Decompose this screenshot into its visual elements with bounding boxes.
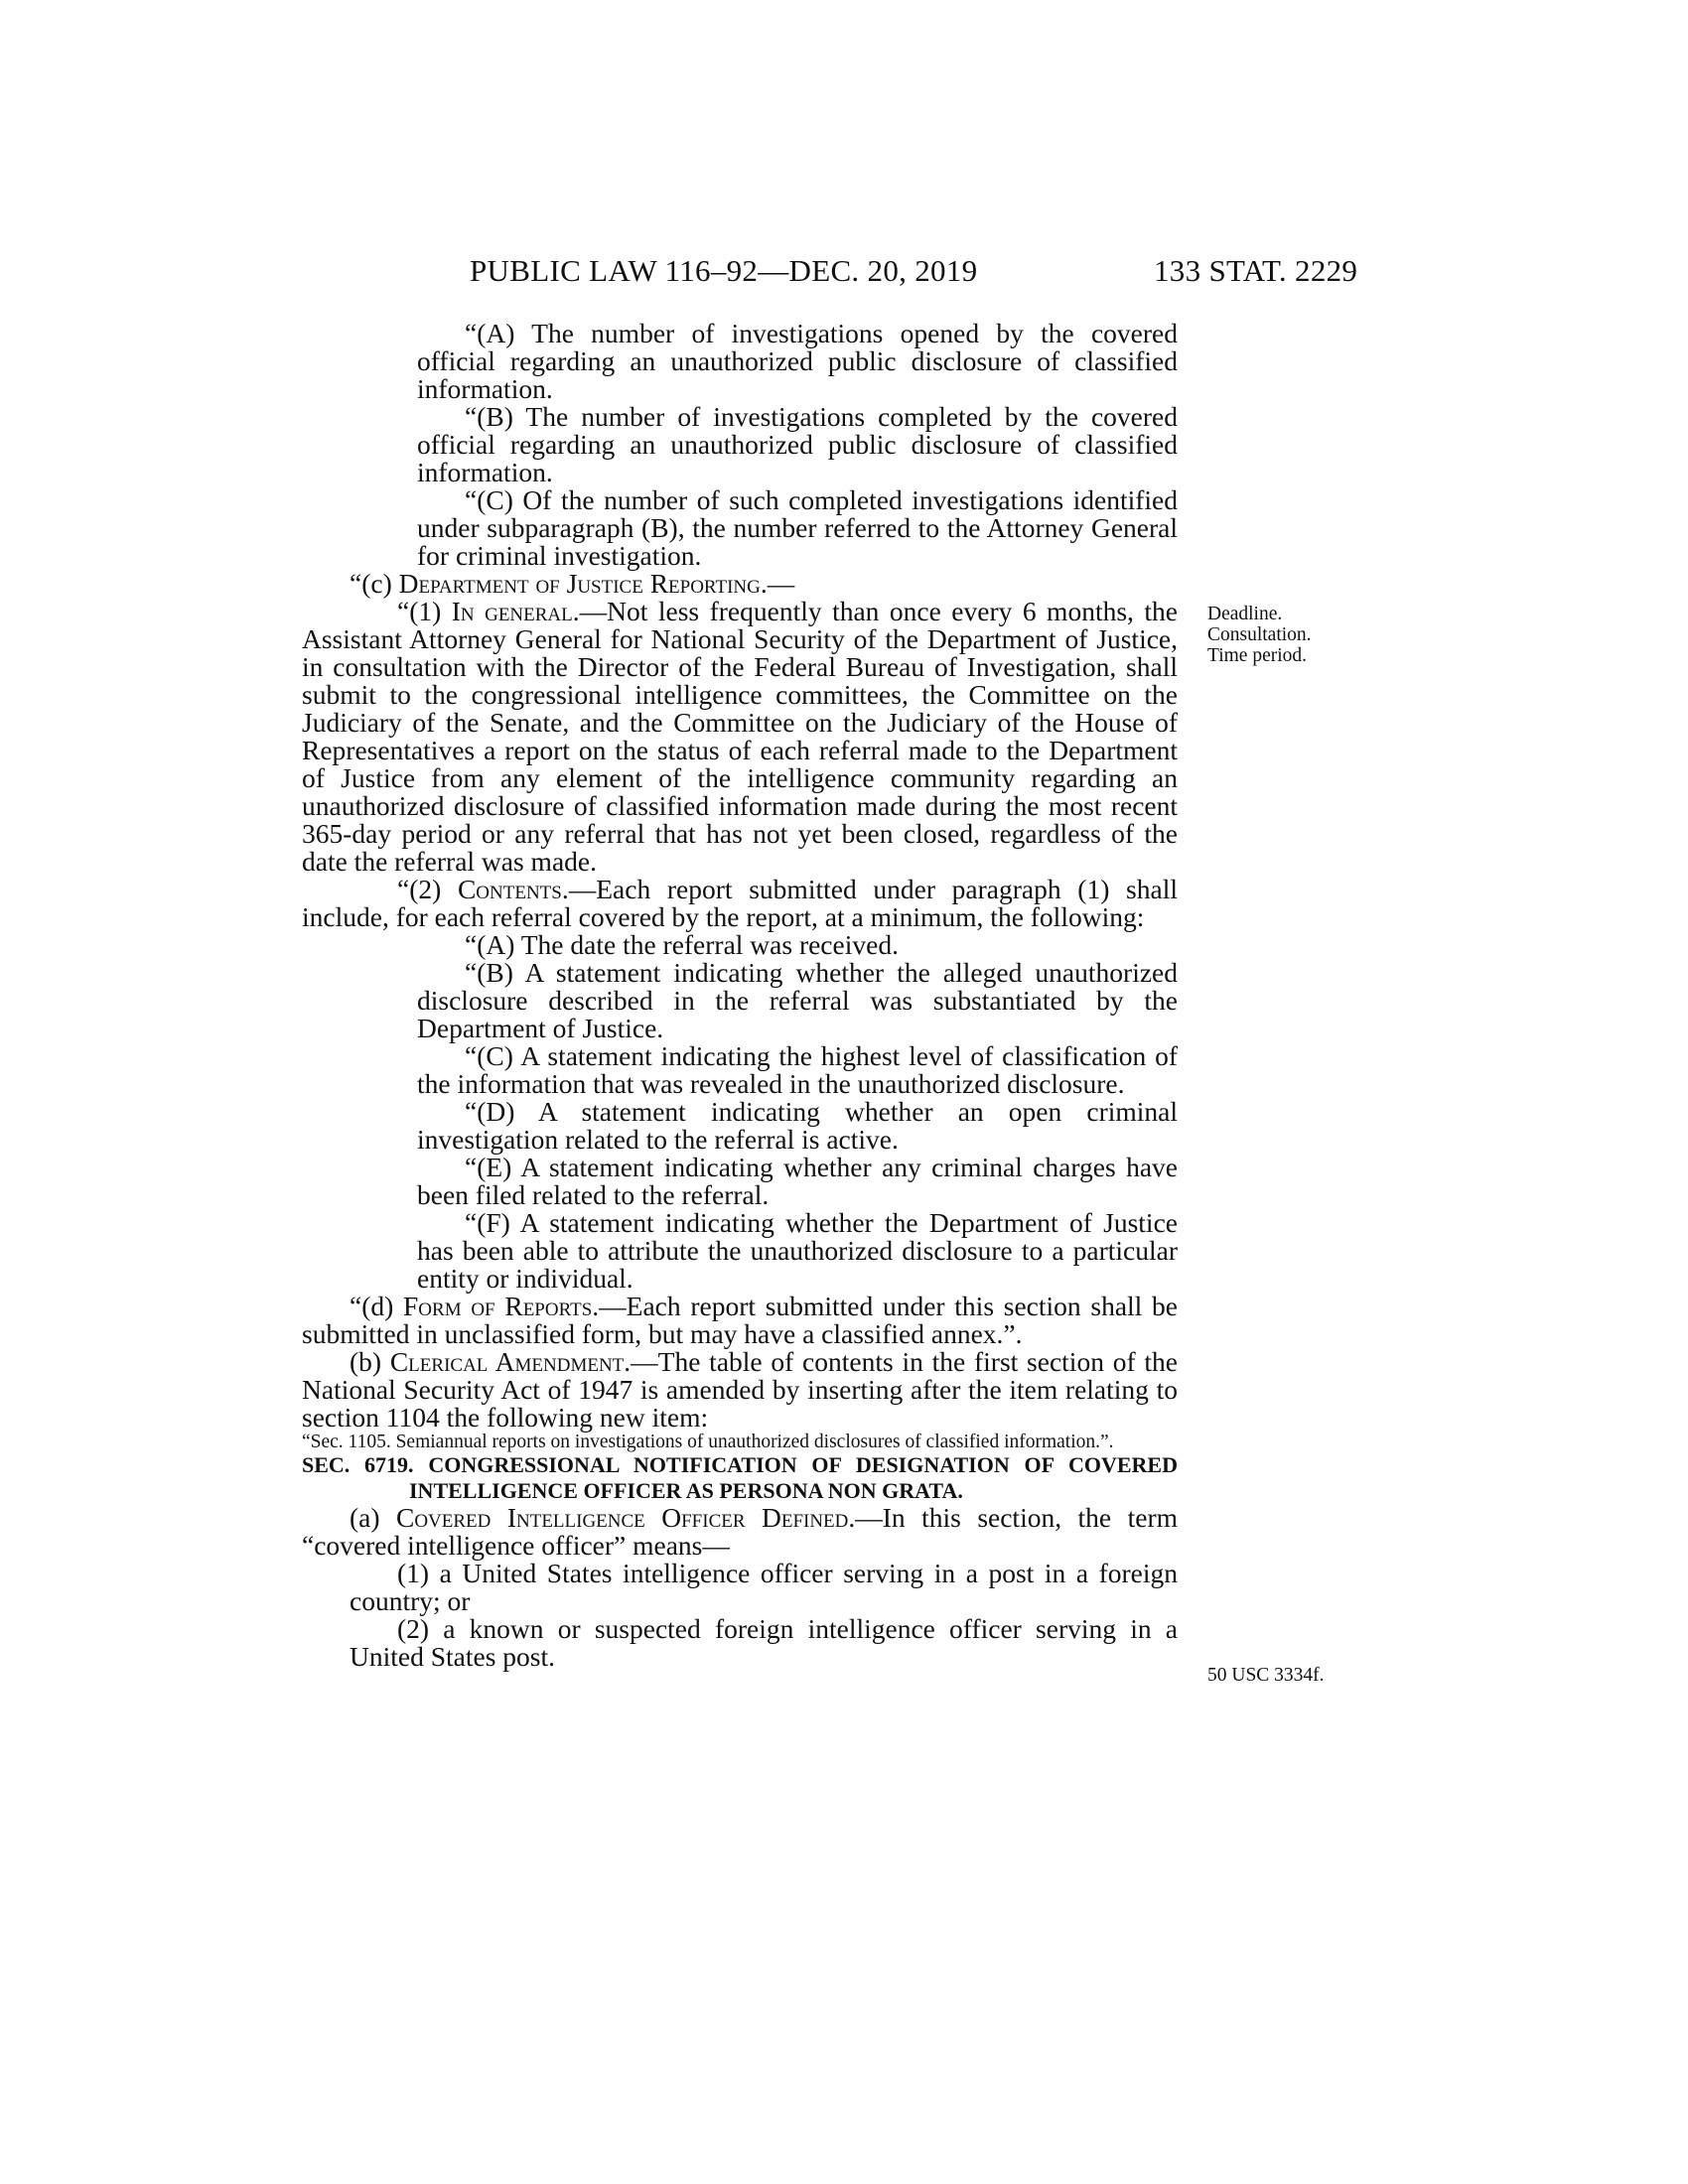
margin-notes (1207, 604, 1312, 666)
subparagraph-a-B: “(B) The number of investigations completed by the covered official regarding an unauthorized public disclosure of classified information. (417, 401, 1178, 487)
running-header-law: PUBLIC LAW 116–92—DEC. 20, 2019 (470, 253, 978, 288)
statute-body (302, 320, 1178, 1671)
item-c-2-C: “(C) A statement indicating the highest level of classification of the information that was revealed in the unauthorized disclosure. (417, 1040, 1178, 1099)
subparagraph-a-C: “(C) Of the number of such completed investigations identified under subparagraph (B), the number referred to the Attorney General for criminal investigation. (417, 484, 1178, 571)
subsection-d: “(d) Form of Reports.—Each report submitted under this section shall be submitted in unclassified form, but may have a classified annex.”. (302, 1291, 1179, 1349)
subparagraph-a-A: “(A) The number of investigations opened by the covered official regarding an unauthorized public disclosure of classified information. (417, 318, 1178, 404)
toc-new-item: “Sec. 1105. Semiannual reports on investigations of unauthorized disclosures of classified information.”. (302, 1432, 1114, 1452)
running-header-stat-page: 133 STAT. 2229 (1154, 253, 1358, 288)
item-c-2-E: “(E) A statement indicating whether any criminal charges have been filed related to the referral. (417, 1152, 1178, 1210)
margin-note-deadline: Deadline. (1207, 604, 1283, 624)
item-c-2-A: “(A) The date the referral was received. (465, 929, 899, 960)
margin-note-time-period: Time period. (1207, 645, 1308, 666)
subsection-c-heading: “(c) Department of Justice Reporting.— (350, 568, 795, 599)
section-6719-a-1: (1) a United States intelligence officer serving in a post in a foreign country; or (350, 1558, 1178, 1616)
margin-note-consultation: Consultation. (1207, 624, 1312, 645)
section-6719-a: (a) Covered Intelligence Officer Defined.—In this section, the term “covered intelligence officer” means— (302, 1502, 1178, 1561)
paragraph-c-2: “(2) Contents.—Each report submitted under paragraph (1) shall include, for each referral covered by the report, at a minimum, the following: (302, 874, 1178, 932)
item-c-2-F: “(F) A statement indicating whether the Department of Justice has been able to attribute the unauthorized disclosure to a particular entity or individual. (417, 1207, 1178, 1294)
margin-note-usc: 50 USC 3334f. (1207, 1665, 1325, 1686)
section-6719-heading: SEC. 6719. CONGRESSIONAL NOTIFICATION OF DESIGNATION OF COVERED INTELLIGENCE OFFICER AS PERSONA NON GRATA. (302, 1452, 1178, 1503)
subsection-b-clerical: (b) Clerical Amendment.—The table of contents in the first section of the National Security Act of 1947 is amended by inserting after the item relating to section 1104 the following new item: (302, 1346, 1178, 1433)
item-c-2-D: “(D) A statement indicating whether an open criminal investigation related to the referral is active. (417, 1096, 1178, 1155)
section-6719-a-2: (2) a known or suspected foreign intelligence officer serving in a United States post. (350, 1613, 1178, 1672)
item-c-2-B: “(B) A statement indicating whether the alleged unauthorized disclosure described in the referral was substantiated by the Department of Justice. (417, 957, 1178, 1043)
paragraph-c-1: “(1) In general.—Not less frequently than once every 6 months, the Assistant Attorney General for National Security of the Department of Justice, in consultation with the Director of the Federal Bureau of Investigation, shall submit to the congressional intelligence committees, the Committee on the Judiciary of the Senate, and the Committee on the Judiciary of the House of Representatives a report on the status of each referral made to the Department of Justice from any element of the intelligence community regarding an unauthorized disclosure of classified information made during the most recent 365-day period or any referral that has not yet been closed, regardless of the date the referral was made. (302, 596, 1178, 877)
